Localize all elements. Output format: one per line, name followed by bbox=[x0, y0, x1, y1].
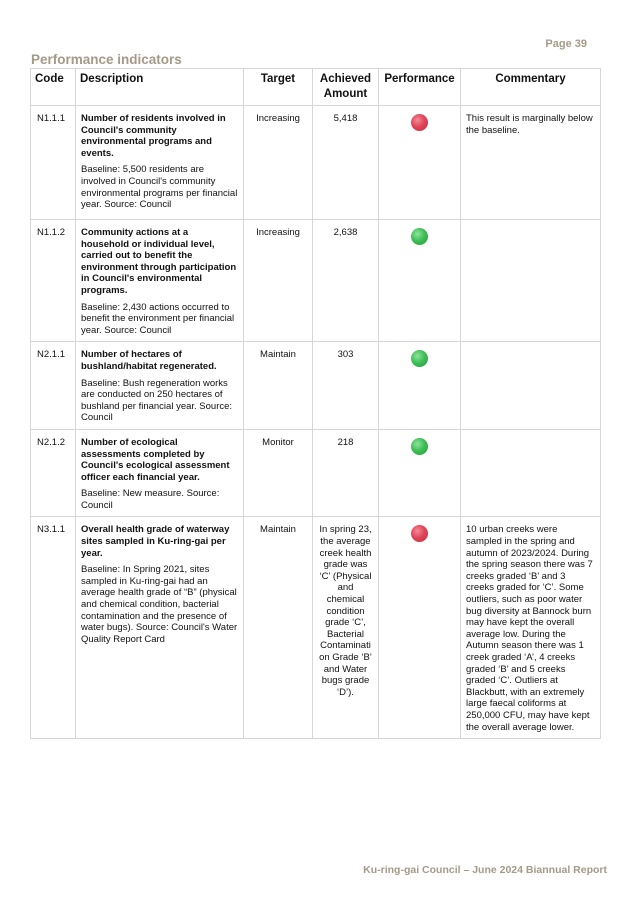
row-commentary: This result is marginally below the baseline. bbox=[461, 106, 601, 220]
table-row bbox=[31, 517, 601, 739]
row-description bbox=[76, 429, 244, 517]
row-achieved: 303 bbox=[313, 342, 379, 430]
row-commentary bbox=[461, 429, 601, 517]
row-description bbox=[76, 342, 244, 430]
row-code: N2.1.2 bbox=[31, 429, 76, 517]
row-description-baseline: Baseline: 2,430 actions occurred to benefit the environment per financial year. Source: Council bbox=[81, 301, 235, 336]
row-performance bbox=[379, 429, 461, 517]
row-description bbox=[76, 220, 244, 342]
header-code: Code bbox=[31, 69, 76, 106]
section-title: Performance indicators bbox=[31, 52, 182, 67]
table-row bbox=[31, 106, 601, 220]
row-performance bbox=[379, 220, 461, 342]
row-performance bbox=[379, 517, 461, 739]
status-red-dot-icon bbox=[411, 525, 428, 542]
report-footer: Ku-ring-gai Council – June 2024 Biannual Report bbox=[363, 864, 607, 876]
row-description-title: Number of residents involved in Council's community environmental programs and events. bbox=[81, 113, 226, 159]
row-description-title: Number of hectares of bushland/habitat regenerated. bbox=[81, 349, 217, 372]
row-description-baseline: Baseline: New measure. Source: Council bbox=[81, 488, 220, 511]
row-description-baseline: Baseline: Bush regeneration works are conducted on 250 hectares of bushland per financial year. Source: Council bbox=[81, 377, 233, 424]
status-green-dot-icon bbox=[411, 350, 428, 367]
table-header-row bbox=[31, 69, 601, 106]
page-number: Page 39 bbox=[545, 38, 587, 50]
row-commentary bbox=[461, 342, 601, 430]
header-target: Target bbox=[244, 69, 313, 106]
row-performance bbox=[379, 106, 461, 220]
row-description bbox=[76, 517, 244, 739]
row-commentary: 10 urban creeks were sampled in the spring and autumn of 2023/2024. During the spring season there was 7 creeks graded ‘B’ and 3 creeks graded for ‘C’. Some outliers, such as poor water bug diversity at Bannock burn may have kept the overall average low. During the Autumn season there was 1 creek graded ‘A’, 4 creeks graded ‘B’ and 5 creeks graded ‘C’. Outliers at Blackbutt, with an extremely large faecal coliforms at 250,000 CFU, may have kept the overall average lower. bbox=[461, 517, 601, 739]
status-red-dot-icon bbox=[411, 114, 428, 131]
row-description bbox=[76, 106, 244, 220]
header-commentary: Commentary bbox=[461, 69, 601, 106]
row-description-title: Number of ecological assessments completed by Council's ecological assessment officer each financial year. bbox=[81, 436, 230, 483]
row-code: N1.1.1 bbox=[31, 106, 76, 220]
row-achieved: 2,638 bbox=[313, 220, 379, 342]
status-green-dot-icon bbox=[411, 228, 428, 245]
table-row bbox=[31, 429, 601, 517]
table-row bbox=[31, 342, 601, 430]
table-row bbox=[31, 220, 601, 342]
row-code: N3.1.1 bbox=[31, 517, 76, 739]
row-achieved: In spring 23, the average creek health grade was ‘C’ (Physical and chemical condition grade ‘C’, Bacterial Contaminati on Grade ‘B’ and Water bugs grade ‘D’). bbox=[313, 517, 379, 739]
row-target: Increasing bbox=[244, 106, 313, 220]
header-achieved-amount: Achieved Amount bbox=[313, 69, 379, 106]
row-code: N2.1.1 bbox=[31, 342, 76, 430]
row-commentary bbox=[461, 220, 601, 342]
row-description-title: Community actions at a household or individual level, carried out to benefit the environment through participation in Council's environmental programs. bbox=[81, 227, 237, 296]
row-achieved: 218 bbox=[313, 429, 379, 517]
row-target: Maintain bbox=[244, 342, 313, 430]
row-target: Increasing bbox=[244, 220, 313, 342]
row-description-baseline: Baseline: 5,500 residents are involved in Council's community environmental programs per financial year. Source: Council bbox=[81, 164, 238, 211]
status-green-dot-icon bbox=[411, 438, 428, 455]
row-achieved: 5,418 bbox=[313, 106, 379, 220]
header-description: Description bbox=[76, 69, 244, 106]
row-description-title: Overall health grade of waterway sites sampled in Ku-ring-gai per year. bbox=[81, 524, 230, 559]
row-target: Maintain bbox=[244, 517, 313, 739]
performance-indicators-table bbox=[30, 68, 601, 739]
header-performance: Performance bbox=[379, 69, 461, 106]
row-performance bbox=[379, 342, 461, 430]
row-code: N1.1.2 bbox=[31, 220, 76, 342]
row-target: Monitor bbox=[244, 429, 313, 517]
row-description-baseline: Baseline: In Spring 2021, sites sampled in Ku-ring-gai had an average health grade of “B” (physical and chemical condition, bacterial contamination and the presence of water bugs). Source: Council's Water Quality Report Card bbox=[81, 564, 238, 645]
